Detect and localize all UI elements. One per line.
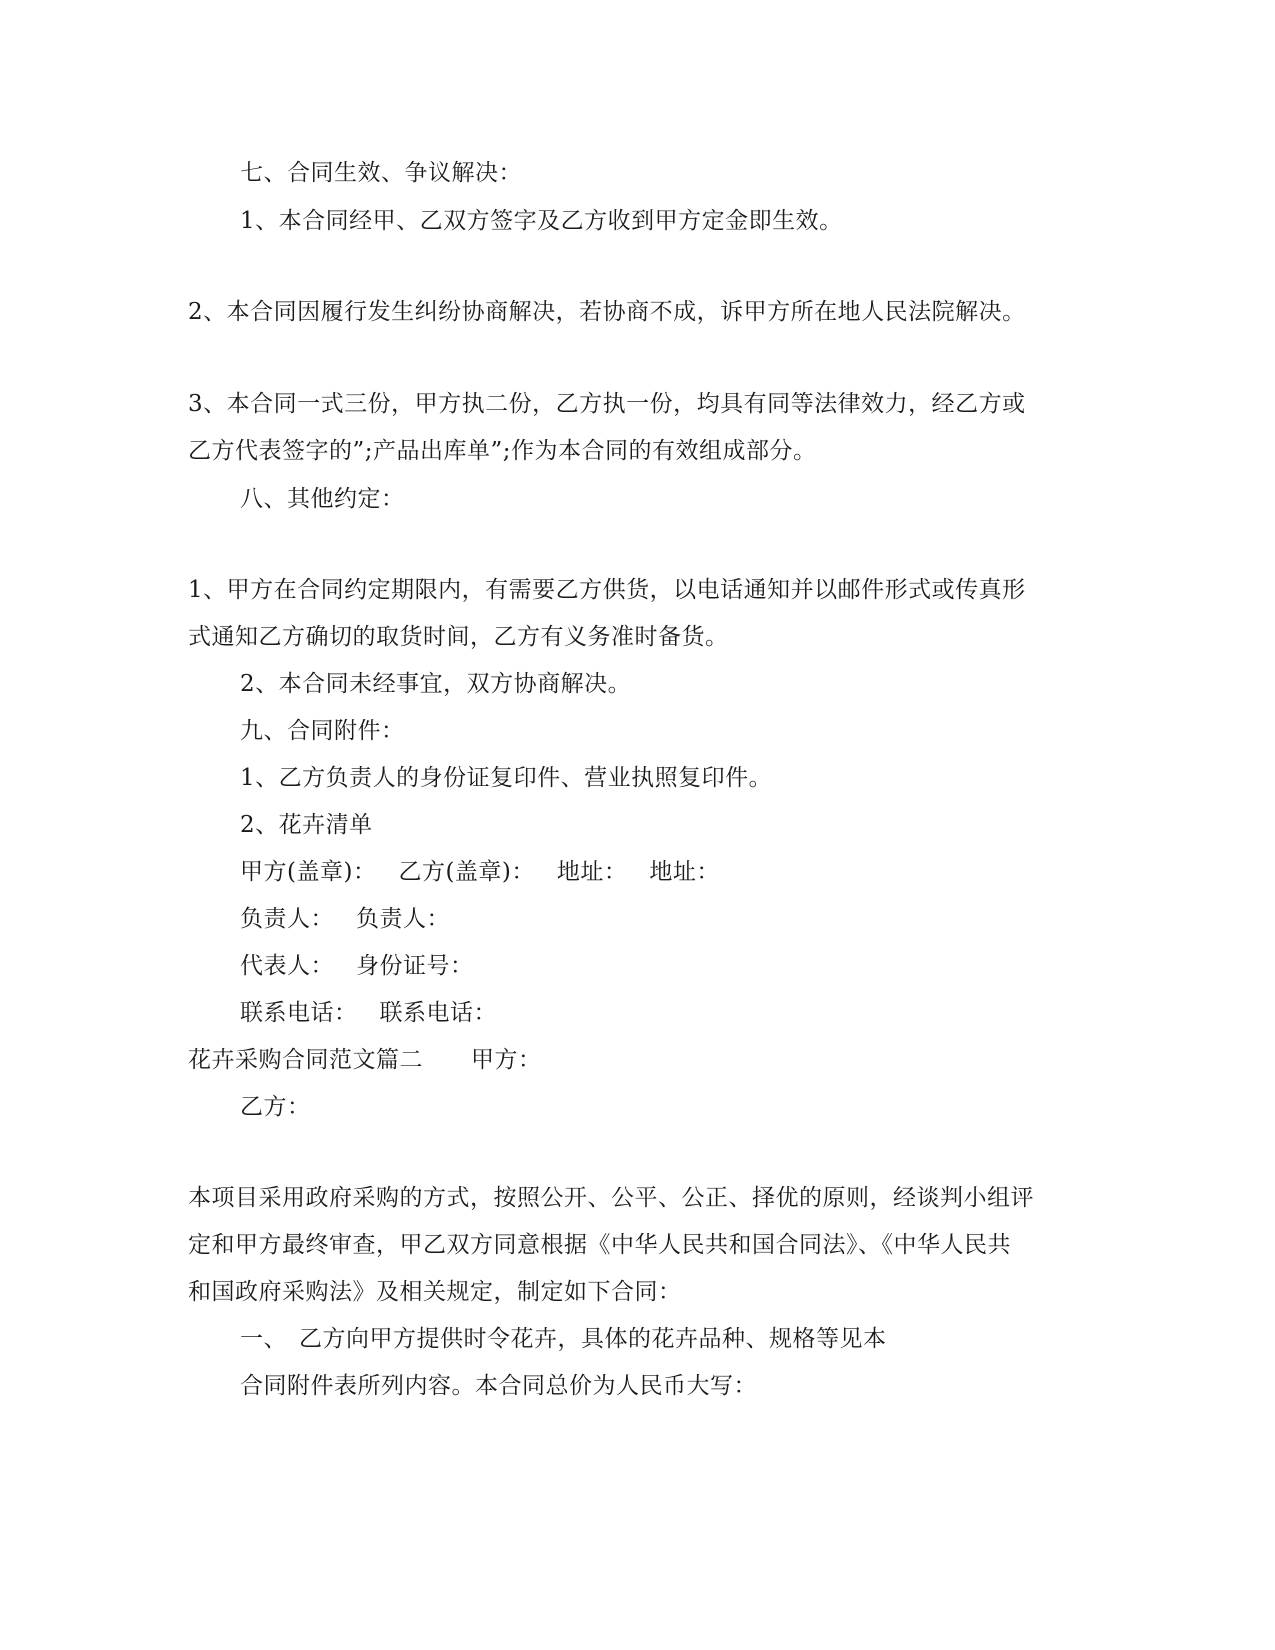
section-7-item-2: 2、本合同因履行发生纠纷协商解决，若协商不成，诉甲方所在地人民法院解决。 [188, 299, 1026, 325]
phone-b-label: 联系电话： [379, 1000, 497, 1026]
doc2-article-1-line-1 [240, 1324, 887, 1354]
section-8-heading: 八、其他约定： [240, 486, 405, 512]
party-a-seal-label: 甲方(盖章)： [240, 859, 377, 885]
section-8-item-2: 2、本合同未经事宜，双方协商解决。 [240, 671, 632, 697]
section-7-item-3-line-2: 乙方代表签字的”;产品出库单”;作为本合同的有效组成部分。 [188, 438, 817, 464]
signature-row-representative [240, 951, 474, 981]
responsible-a-label: 负责人： [240, 906, 334, 932]
doc2-intro-line-2: 定和甲方最终审查，甲乙双方同意根据《中华人民共和国合同法》、《中华人民共 [188, 1232, 1011, 1258]
doc2-intro-line-1: 本项目采用政府采购的方式，按照公开、公平、公正、择优的原则，经谈判小组评 [188, 1185, 1034, 1211]
address-a-label: 地址： [556, 859, 628, 885]
party-b-seal-label: 乙方(盖章)： [398, 859, 535, 885]
id-number-label: 身份证号： [356, 953, 474, 979]
phone-a-label: 联系电话： [240, 1000, 358, 1026]
doc2-party-a-label: 甲方： [471, 1047, 542, 1073]
doc2-article-1-text: 乙方向甲方提供时令花卉，具体的花卉品种、规格等见本 [299, 1326, 887, 1352]
doc2-intro-line-3: 和国政府采购法》及相关规定，制定如下合同： [188, 1279, 682, 1305]
doc2-title-row [188, 1045, 542, 1075]
section-9-item-1: 1、乙方负责人的身份证复印件、营业执照复印件。 [240, 765, 773, 791]
section-8-item-1-line-1: 1、甲方在合同约定期限内，有需要乙方供货，以电话通知并以邮件形式或传真形 [188, 577, 1026, 603]
section-7-item-3-line-1: 3、本合同一式三份，甲方执二份，乙方执一份，均具有同等法律效力，经乙方或 [188, 391, 1026, 417]
doc2-title: 花卉采购合同范文篇二 [188, 1047, 423, 1073]
section-9-item-2: 2、花卉清单 [240, 812, 373, 838]
section-8-item-1-line-2: 式通知乙方确切的取货时间，乙方有义务准时备货。 [188, 624, 729, 650]
doc2-party-b-label: 乙方： [240, 1094, 311, 1120]
representative-label: 代表人： [240, 953, 334, 979]
signature-row-responsible [240, 904, 450, 934]
responsible-b-label: 负责人： [356, 906, 450, 932]
section-7-item-1: 1、本合同经甲、乙双方签字及乙方收到甲方定金即生效。 [240, 208, 843, 234]
section-9-heading: 九、合同附件： [240, 718, 405, 744]
doc2-article-1-line-2: 合同附件表所列内容。本合同总价为人民币大写： [240, 1373, 757, 1399]
doc2-article-1-number: 一、 [240, 1326, 287, 1352]
section-7-heading: 七、合同生效、争议解决： [240, 160, 522, 186]
signature-row-parties [240, 857, 720, 887]
address-b-label: 地址： [649, 859, 720, 885]
signature-row-phone [240, 998, 497, 1028]
